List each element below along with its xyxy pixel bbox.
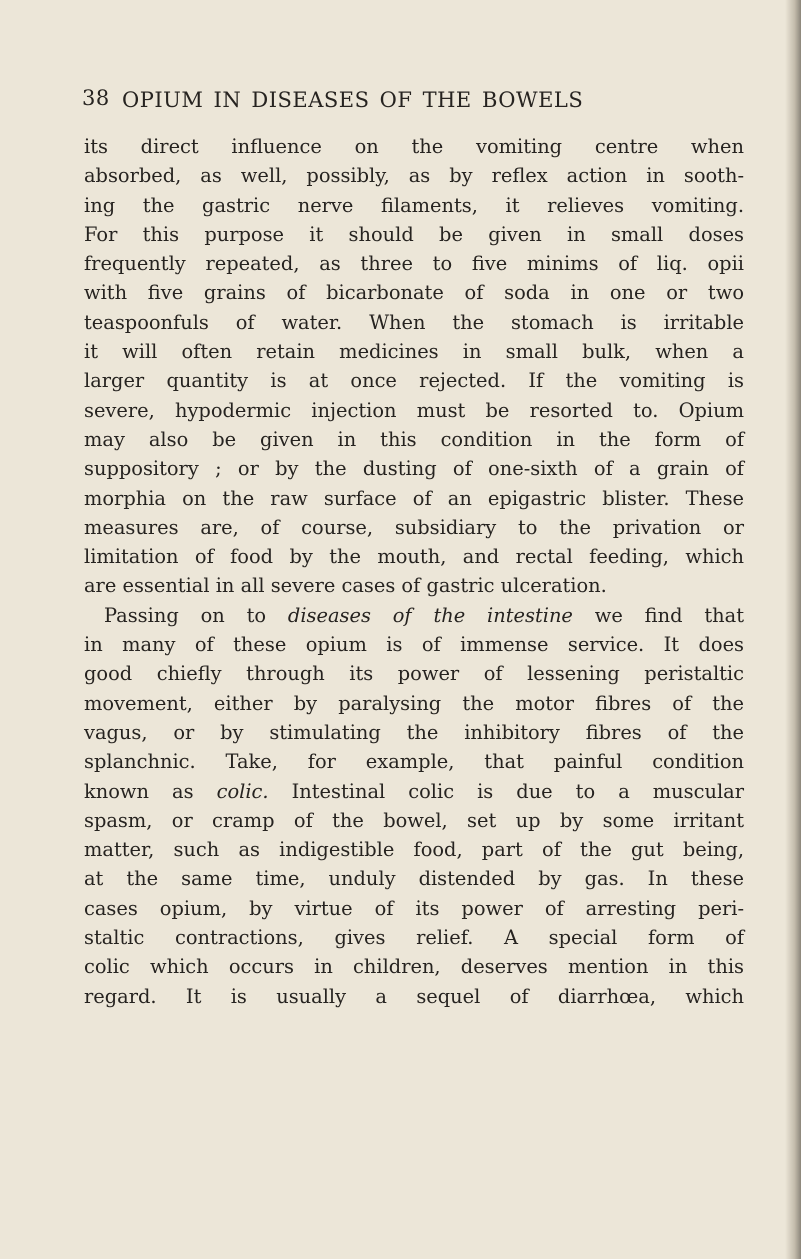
- text-line: spasm, or cramp of the bowel, set up by some irritant: [84, 808, 744, 832]
- text-line: suppository ; or by the dusting of one-sixth of a grain of: [84, 457, 744, 481]
- italic-term: colic.: [216, 779, 269, 803]
- text-line: staltic contractions, gives relief. A special form of: [84, 926, 744, 950]
- text-line: For this purpose it should be given in small doses: [84, 222, 744, 246]
- text-line: severe, hypodermic injection must be resorted to. Opium: [84, 398, 744, 422]
- text-line: may also be given in this condition in the form of: [84, 427, 744, 451]
- text-line: limitation of food by the mouth, and rectal feeding, which: [84, 545, 744, 569]
- text-line: regard. It is usually a sequel of diarrhœa, which: [84, 984, 744, 1008]
- text-line: it will often retain medicines in small bulk, when a: [84, 340, 744, 364]
- text-line: larger quantity is at once rejected. If the vomiting is: [84, 369, 744, 393]
- running-head-title: OPIUM IN DISEASES OF THE BOWELS: [122, 88, 584, 112]
- text-line: [84, 777, 744, 806]
- text-line: morphia on the raw surface of an epigastric blister. These: [84, 486, 744, 510]
- text-line: at the same time, unduly distended by gas. In these: [84, 867, 744, 891]
- paragraph-end-line: are essential in all severe cases of gastric ulceration.: [84, 574, 607, 598]
- text-line: splanchnic. Take, for example, that painful condition: [84, 750, 744, 774]
- text-span: Intestinal colic is due to a muscular: [291, 779, 744, 803]
- text-line: ing the gastric nerve filaments, it relieves vomiting.: [84, 193, 744, 217]
- text-line: matter, such as indigestible food, part of the gut being,: [84, 838, 744, 862]
- page-number: 38: [82, 86, 110, 110]
- text-line: frequently repeated, as three to five minims of liq. opii: [84, 252, 744, 276]
- text-line: in many of these opium is of immense service. It does: [84, 633, 744, 657]
- text-line: colic which occurs in children, deserves mention in this: [84, 955, 744, 979]
- text-span: we find that: [594, 603, 744, 627]
- text-line: cases opium, by virtue of its power of arresting peri-: [84, 896, 744, 920]
- text-line: measures are, of course, subsidiary to the privation or: [84, 515, 744, 539]
- italic-phrase: diseases of the intestine: [287, 603, 573, 627]
- text-line: good chiefly through its power of lessening peristaltic: [84, 662, 744, 686]
- running-head: [82, 86, 722, 118]
- text-line: vagus, or by stimulating the inhibitory fibres of the: [84, 720, 744, 744]
- text-line: its direct influence on the vomiting centre when: [84, 135, 744, 158]
- page-edge-shadow: [785, 0, 801, 1259]
- text-span: known as: [84, 779, 194, 803]
- text-line: absorbed, as well, possibly, as by reflex action in sooth-: [84, 164, 744, 188]
- paragraph-start-line: [84, 601, 744, 630]
- text-line: teaspoonfuls of water. When the stomach is irritable: [84, 310, 744, 334]
- text-span: Passing on to: [104, 603, 267, 627]
- text-line: with five grains of bicarbonate of soda in one or two: [84, 281, 744, 305]
- text-line: movement, either by paralysing the motor fibres of the: [84, 691, 744, 715]
- body-text: [84, 132, 744, 1011]
